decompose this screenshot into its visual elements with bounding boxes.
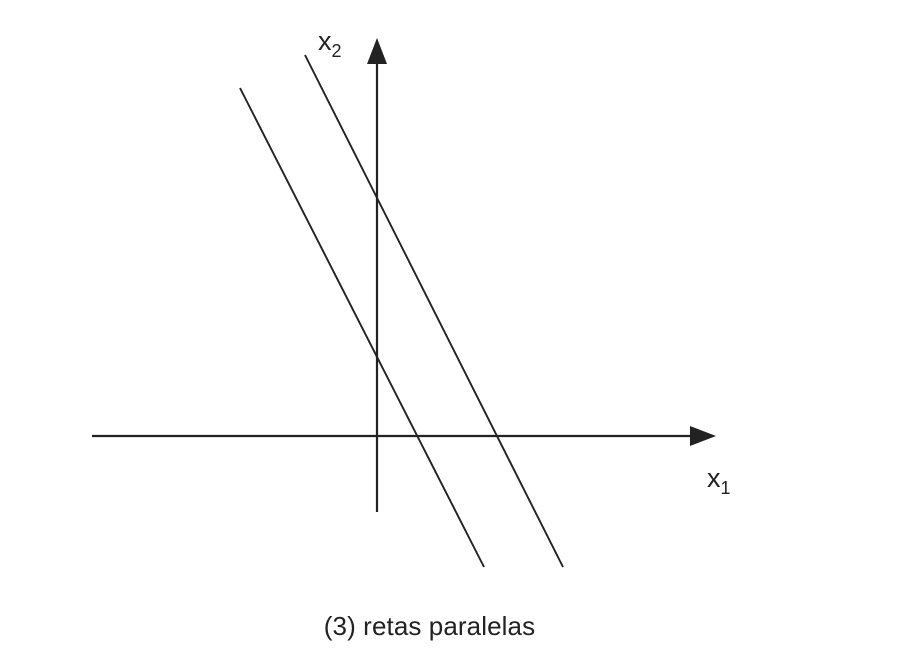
x2-axis-label-subscript: 2 bbox=[331, 41, 342, 61]
figure-caption: (3) retas paralelas bbox=[323, 611, 536, 641]
x1-axis-label bbox=[707, 463, 731, 498]
line-upper bbox=[305, 55, 563, 567]
x2-axis-label-name: x bbox=[318, 26, 332, 56]
x1-axis-arrowhead bbox=[690, 426, 716, 446]
line-lower bbox=[240, 88, 484, 567]
x1-axis-label-subscript: 1 bbox=[720, 478, 731, 498]
x2-axis-arrowhead bbox=[367, 38, 387, 64]
x2-axis-label bbox=[318, 26, 342, 61]
x1-axis-label-name: x bbox=[707, 463, 721, 493]
